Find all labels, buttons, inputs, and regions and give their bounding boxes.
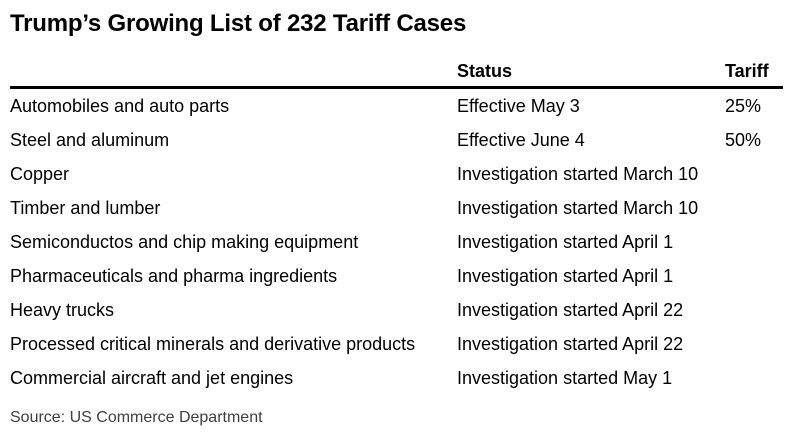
chart-title: Trump’s Growing List of 232 Tariff Cases <box>10 10 467 37</box>
cell-status: Investigation started May 1 <box>457 367 673 388</box>
cell-sector: Commercial aircraft and jet engines <box>10 367 294 388</box>
cell-status: Investigation started April 1 <box>457 265 674 286</box>
cell-status: Effective May 3 <box>457 95 580 116</box>
table-row <box>10 157 783 191</box>
cell-status: Investigation started April 22 <box>457 299 684 320</box>
table-row <box>10 327 783 361</box>
cell-status: Investigation started April 22 <box>457 333 684 354</box>
cell-tariff: 25% <box>725 95 762 116</box>
cell-sector: Heavy trucks <box>10 299 115 320</box>
cell-status: Investigation started March 10 <box>457 163 699 184</box>
cell-sector: Copper <box>10 163 70 184</box>
column-header-status: Status <box>457 61 513 81</box>
cell-sector: Automobiles and auto parts <box>10 95 230 116</box>
cell-tariff: 50% <box>725 129 762 150</box>
table-header-row <box>10 38 783 89</box>
cell-status: Effective June 4 <box>457 129 585 150</box>
table-row <box>10 361 783 395</box>
source-note: Source: US Commerce Department <box>10 409 263 426</box>
cell-sector: Semiconductos and chip making equipment <box>10 231 359 252</box>
table-row <box>10 123 783 157</box>
table-body <box>10 89 783 395</box>
table-row <box>10 225 783 259</box>
column-header-tariff: Tariff <box>725 61 769 81</box>
cell-sector: Timber and lumber <box>10 197 161 218</box>
cell-sector: Pharmaceuticals and pharma ingredients <box>10 265 338 286</box>
table-row <box>10 293 783 327</box>
table-row <box>10 259 783 293</box>
table-row <box>10 191 783 225</box>
tariff-cases-card <box>0 10 806 445</box>
cell-sector: Steel and aluminum <box>10 129 170 150</box>
cell-status: Investigation started March 10 <box>457 197 699 218</box>
table-row <box>10 89 783 123</box>
cell-status: Investigation started April 1 <box>457 231 674 252</box>
cell-sector: Processed critical minerals and derivative products <box>10 333 416 354</box>
